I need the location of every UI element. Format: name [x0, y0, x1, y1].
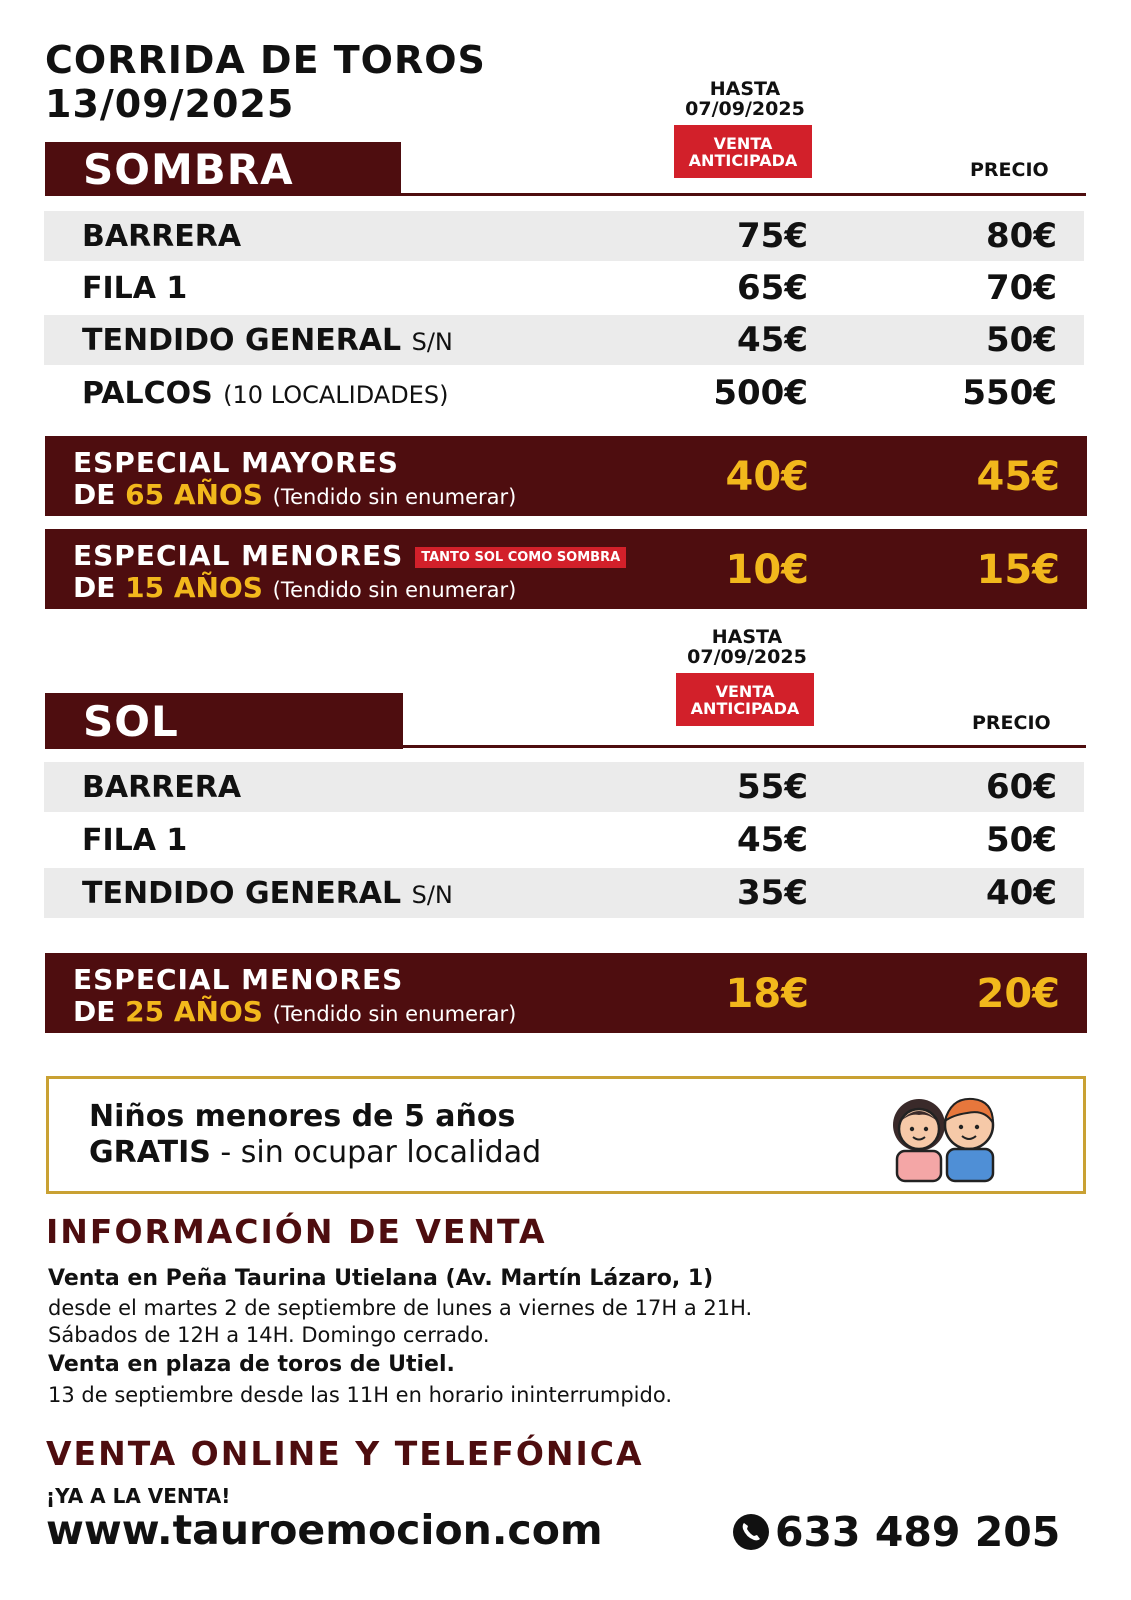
- badge-line1: VENTA: [715, 681, 775, 701]
- info-p1-line3: Sábados de 12H a 14H. Domingo cerrado.: [48, 1323, 490, 1347]
- price-regular: 50€: [986, 820, 1057, 860]
- sombra-especial-mayores: [45, 436, 1087, 516]
- price-regular: 50€: [986, 320, 1057, 360]
- price-regular: 80€: [986, 216, 1057, 256]
- price-regular: 45€: [976, 454, 1060, 500]
- sombra-precio-label: PRECIO: [970, 159, 1049, 181]
- info-p2-line2: 13 de septiembre desde las 11H en horario ininterrumpido.: [48, 1383, 672, 1407]
- special-line1: ESPECIAL MENORES TANTO SOL COMO SOMBRA: [73, 539, 626, 572]
- sombra-hasta-date: [670, 79, 820, 119]
- sombra-especial-menores: [45, 529, 1087, 609]
- row-name: TENDIDO GENERAL S/N: [82, 875, 453, 911]
- price-anticipada: 55€: [737, 767, 808, 807]
- price-regular: 550€: [962, 373, 1057, 413]
- price-anticipada: 45€: [737, 320, 808, 360]
- special-line1: ESPECIAL MENORES: [73, 963, 404, 996]
- row-name: TENDIDO GENERAL S/N: [82, 322, 453, 358]
- price-anticipada: 40€: [725, 454, 809, 500]
- price-anticipada: 65€: [737, 268, 808, 308]
- sol-sombra-tag: TANTO SOL COMO SOMBRA: [415, 547, 626, 568]
- row-name: FILA 1: [82, 270, 188, 306]
- sombra-row-barrera: [44, 211, 1084, 261]
- phone-number: 633 489 205: [775, 1508, 1061, 1556]
- website-link[interactable]: www.tauroemocion.com: [46, 1506, 603, 1554]
- ninos-line2: GRATIS - sin ocupar localidad: [89, 1135, 542, 1170]
- sol-row-tendido-general: [44, 868, 1084, 918]
- phone-contact[interactable]: [731, 1508, 1060, 1556]
- sol-row-fila1: [44, 815, 1084, 865]
- info-p1-title: Venta en Peña Taurina Utielana (Av. Martín Lázaro, 1): [48, 1266, 714, 1291]
- sombra-section-title: SOMBRA: [45, 142, 401, 196]
- ya-a-la-venta: ¡YA A LA VENTA!: [46, 1484, 231, 1508]
- row-name: PALCOS (10 LOCALIDADES): [82, 375, 449, 411]
- price-regular: 20€: [976, 971, 1060, 1017]
- event-date: 13/09/2025: [45, 82, 295, 126]
- sombra-row-fila1: [44, 263, 1084, 313]
- price-regular: 70€: [986, 268, 1057, 308]
- hasta-label: HASTA: [709, 78, 781, 100]
- special-line2: DE 15 AÑOS (Tendido sin enumerar): [73, 571, 517, 604]
- sol-especial-menores: [45, 953, 1087, 1033]
- phone-icon: [731, 1512, 771, 1552]
- event-title: [45, 38, 486, 126]
- ninos-line1: Niños menores de 5 años: [89, 1099, 516, 1134]
- sol-hasta-date: [672, 627, 822, 667]
- row-name: FILA 1: [82, 822, 188, 858]
- special-line1: ESPECIAL MAYORES: [73, 446, 399, 479]
- sol-precio-label: PRECIO: [972, 712, 1051, 734]
- sombra-divider: [401, 193, 1086, 196]
- sol-section-title: SOL: [45, 693, 403, 749]
- price-regular: 40€: [986, 873, 1057, 913]
- sombra-row-tendido-general: [44, 315, 1084, 365]
- price-anticipada: 75€: [737, 216, 808, 256]
- hasta-date: 07/09/2025: [685, 98, 805, 120]
- sol-venta-anticipada-badge: [676, 673, 814, 726]
- price-regular: 15€: [976, 547, 1060, 593]
- info-heading: INFORMACIÓN DE VENTA: [46, 1212, 547, 1251]
- price-anticipada: 18€: [725, 971, 809, 1017]
- sombra-venta-anticipada-badge: [674, 125, 812, 178]
- price-anticipada: 10€: [725, 547, 809, 593]
- price-regular: 60€: [986, 767, 1057, 807]
- info-p2-title: Venta en plaza de toros de Utiel.: [48, 1352, 455, 1377]
- hasta-date: 07/09/2025: [687, 646, 807, 668]
- hasta-label: HASTA: [711, 626, 783, 648]
- row-name: BARRERA: [82, 218, 242, 254]
- row-name: BARRERA: [82, 769, 242, 805]
- badge-line2: ANTICIPADA: [690, 698, 800, 718]
- children-icon: [877, 1085, 1017, 1185]
- special-line2: DE 25 AÑOS (Tendido sin enumerar): [73, 995, 517, 1028]
- online-heading: VENTA ONLINE Y TELEFÓNICA: [46, 1434, 644, 1473]
- sombra-row-palcos: [44, 368, 1084, 418]
- price-anticipada: 45€: [737, 820, 808, 860]
- sol-divider: [403, 745, 1086, 748]
- badge-line2: ANTICIPADA: [688, 150, 798, 170]
- badge-line1: VENTA: [713, 133, 773, 153]
- ninos-gratis-box: [46, 1076, 1086, 1194]
- info-p1-line2: desde el martes 2 de septiembre de lunes a viernes de 17H a 21H.: [48, 1296, 753, 1320]
- price-anticipada: 500€: [713, 373, 808, 413]
- sol-row-barrera: [44, 762, 1084, 812]
- price-anticipada: 35€: [737, 873, 808, 913]
- event-title-line1: CORRIDA DE TOROS: [45, 38, 486, 82]
- special-line2: DE 65 AÑOS (Tendido sin enumerar): [73, 478, 517, 511]
